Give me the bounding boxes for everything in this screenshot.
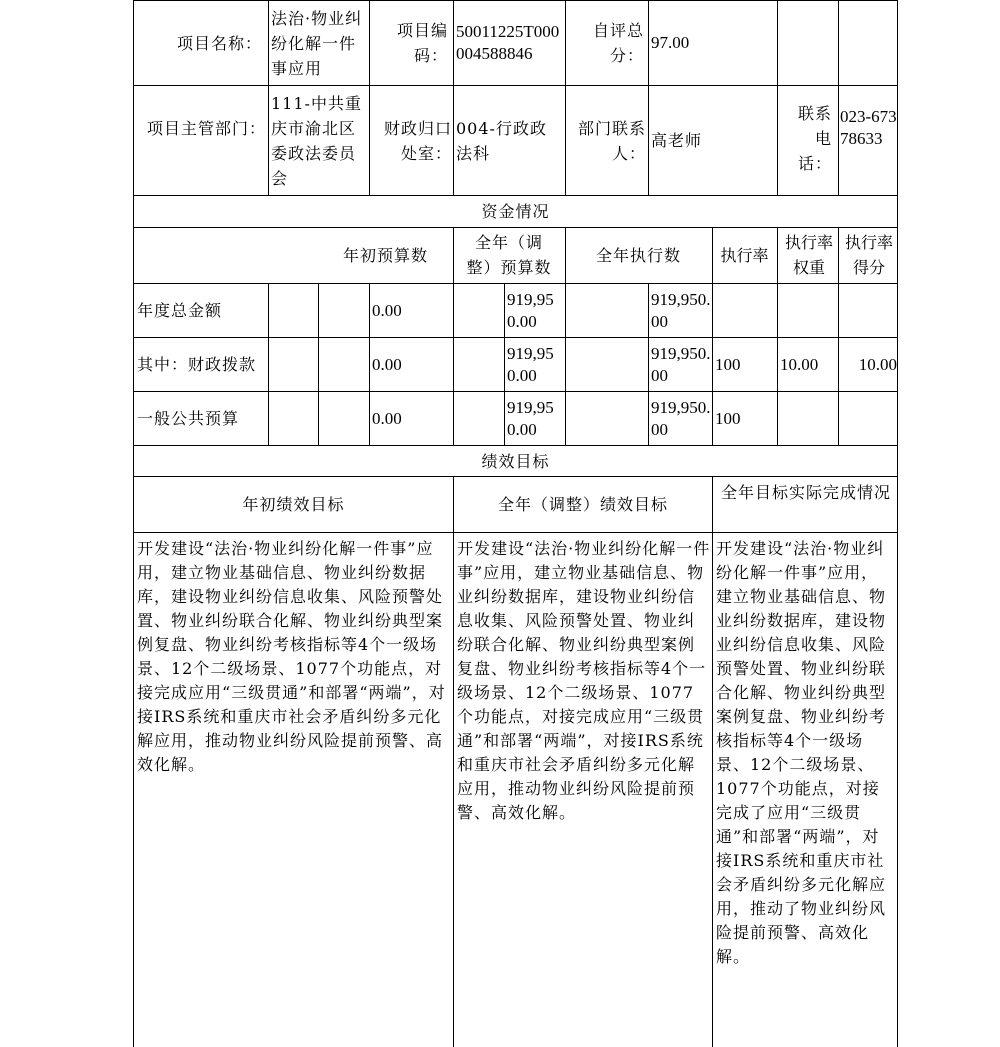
grid-line [133, 337, 898, 338]
grid-line [133, 227, 898, 228]
project-code-label: 项目编码： [396, 21, 448, 65]
dept-label: 项目主管部门： [146, 119, 266, 138]
phone-value: 023-67378633 [840, 107, 897, 148]
row-label: 年度总金额 [137, 301, 223, 320]
col-exec-rate: 执行率 [720, 246, 769, 265]
grid-line [565, 283, 566, 445]
grid-line [712, 283, 713, 445]
project-name-label: 项目名称： [176, 34, 262, 53]
goals-section-title: 绩效目标 [481, 452, 550, 471]
row-adjusted: 919,950.00 [507, 398, 554, 439]
row-weight: 10.00 [780, 355, 819, 374]
row-label: 一般公共预算 [137, 409, 240, 428]
col-executed: 全年执行数 [595, 246, 681, 265]
col-exec-score: 执行率得分 [844, 233, 893, 277]
row-executed: 919,950.00 [651, 344, 711, 385]
row-initial: 0.00 [372, 409, 402, 428]
row-adjusted: 919,950.00 [507, 344, 554, 385]
grid-line [133, 0, 898, 1]
row-score: 10.00 [858, 355, 897, 374]
grid-line [133, 391, 898, 392]
grid-line [318, 283, 319, 445]
col-exec-weight: 执行率权重 [784, 233, 833, 277]
row-adjusted: 919,950.00 [507, 290, 554, 331]
grid-line [777, 283, 778, 445]
project-name-value: 法治·物业纠纷化解一件事应用 [271, 9, 363, 78]
phone-label: 联系电话： [797, 104, 832, 173]
row-executed: 919,950.00 [651, 290, 711, 331]
funds-section-title: 资金情况 [481, 202, 550, 221]
grid-line [777, 227, 778, 283]
grid-line [712, 476, 713, 1047]
grid-line [133, 445, 898, 446]
grid-line [133, 85, 898, 86]
row-label: 其中：财政拨款 [137, 355, 257, 374]
actual-goal-text: 开发建设“法治·物业纠纷化解一件事”应用，建立物业基础信息、物业纠纷数据库，建设物业纠纷信息收集、风险预警处置、物业纠纷联合化解、物业纠纷典型案例复盘、物业纠纷考核指标等4个一级场景、12个二级场景、1077个功能点，对接完成了应用“三级贯通”和部署“两端”，对接IRS系统和重庆市社会矛盾纠纷多元化解应用，推动了物业纠纷风险提前预警、高效化解。 [716, 539, 887, 966]
grid-line [133, 195, 898, 196]
grid-line [453, 227, 454, 283]
grid-line [504, 283, 505, 445]
contact-value: 高老师 [651, 131, 703, 150]
adjusted-goal-text: 开发建设“法治·物业纠纷化解一件事”应用，建立物业基础信息、物业纠纷数据库，建设物业纠纷信息收集、风险预警处置、物业纠纷联合化解、物业纠纷典型案例复盘、物业纠纷考核指标等4个一级场景、12个二级场景、1077个功能点，对接完成应用“三级贯通”和部署“两端”，对接IRS系统和重庆市社会矛盾纠纷多元化解应用，推动物业纠纷风险提前预警、高效化解。 [457, 539, 711, 822]
grid-line [838, 0, 839, 195]
col-actual-goal: 全年目标实际完成情况 [720, 483, 891, 502]
grid-line [268, 283, 269, 445]
finance-value: 004-行政政法科 [456, 119, 547, 163]
grid-line [369, 0, 370, 195]
row-initial: 0.00 [372, 301, 402, 320]
project-code-value: 50011225T000004588846 [456, 22, 560, 63]
grid-line [453, 283, 454, 445]
grid-line [453, 0, 454, 195]
grid-line [838, 283, 839, 445]
col-initial-budget: 年初预算数 [342, 246, 428, 265]
dept-value: 111-中共重庆市渝北区委政法委员会 [271, 94, 362, 188]
grid-line [133, 0, 134, 1047]
grid-line [453, 476, 454, 1047]
self-score-value: 97.00 [651, 33, 690, 52]
grid-line [648, 283, 649, 445]
col-adjusted-budget: 全年（调整）预算数 [466, 233, 552, 277]
grid-line [897, 0, 898, 1047]
self-score-label: 自评总分： [592, 21, 644, 65]
col-adjusted-goal: 全年（调整）绩效目标 [497, 495, 668, 514]
row-rate: 100 [715, 409, 741, 428]
row-initial: 0.00 [372, 355, 402, 374]
initial-goal-text: 开发建设“法治·物业纠纷化解一件事”应用，建立物业基础信息、物业纠纷数据库，建设物业纠纷信息收集、风险预警处置、物业纠纷联合化解、物业纠纷典型案例复盘、物业纠纷考核指标等4个一级场景、12个二级场景、1077个功能点，对接完成应用“三级贯通”和部署“两端”，对接IRS系统和重庆市社会矛盾纠纷多元化解应用，推动物业纠纷风险提前预警、高效化解。 [137, 539, 446, 774]
grid-line [777, 0, 778, 195]
col-initial-goal: 年初绩效目标 [242, 495, 345, 514]
grid-line [268, 0, 269, 195]
contact-label: 部门联系人： [577, 119, 646, 163]
grid-line [133, 283, 898, 284]
grid-line [133, 532, 898, 533]
grid-line [648, 0, 649, 195]
grid-line [565, 0, 566, 195]
row-rate: 100 [715, 355, 741, 374]
grid-line [133, 476, 898, 477]
grid-line [369, 283, 370, 445]
row-executed: 919,950.00 [651, 398, 711, 439]
finance-label: 财政归口处室： [383, 119, 452, 163]
